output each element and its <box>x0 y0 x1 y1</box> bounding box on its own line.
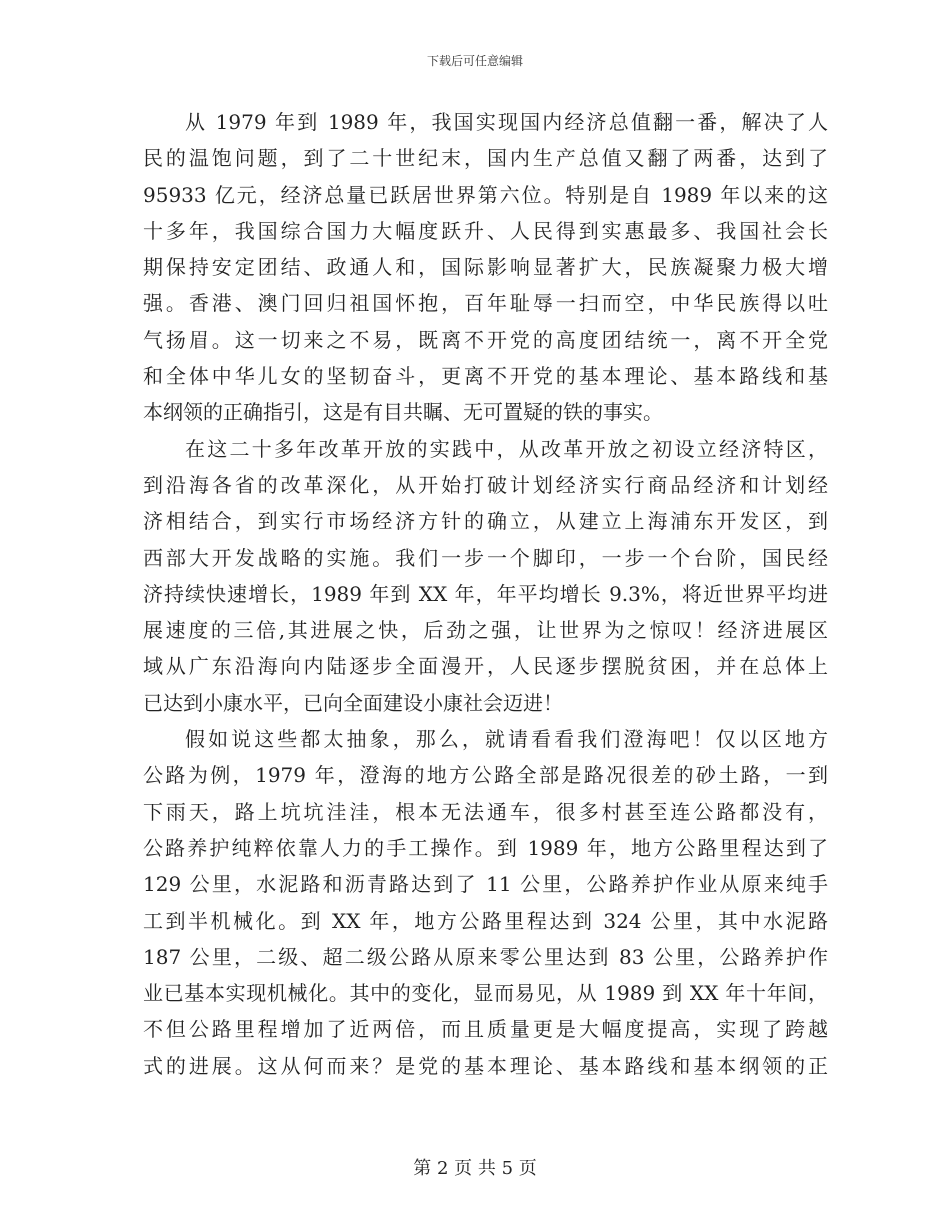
text-line: 不但公路里程增加了近两倍，而且质量更是大幅度提高，实现了跨越 <box>143 1017 828 1042</box>
text-line: 187 公里，二级、超二级公路从原来零公里达到 83 公里，公路养护作 <box>143 944 828 969</box>
text-line: 公路为例，1979 年，澄海的地方公路全部是路况很差的砂土路，一到 <box>143 763 828 788</box>
text-line: 已达到小康水平，已向全面建设小康社会迈进！ <box>143 690 563 715</box>
text-line: 和全体中华儿女的坚韧奋斗，更离不开党的基本理论、基本路线和基 <box>143 364 828 389</box>
text-line: 西部大开发战略的实施。我们一步一个脚印，一步一个台阶，国民经 <box>143 545 828 570</box>
text-line: 工到半机械化。到 XX 年，地方公路里程达到 324 公里，其中水泥路 <box>143 908 828 933</box>
text-line: 强。香港、澳门回归祖国怀抱，百年耻辱一扫而空，中华民族得以吐 <box>143 291 828 316</box>
text-line: 式的进展。这从何而来？是党的基本理论、基本路线和基本纲领的正 <box>143 1053 828 1078</box>
text-line: 济相结合，到实行市场经济方针的确立，从建立上海浦东开发区，到 <box>143 509 828 534</box>
text-line: 域从广东沿海向内陆逐步全面漫开，人民逐步摆脱贫困，并在总体上 <box>143 654 828 679</box>
text-line: 民的温饱问题，到了二十世纪末，国内生产总值又翻了两番，达到了 <box>143 146 828 171</box>
page-header: 下载后可任意编辑 <box>426 54 523 68</box>
document-body <box>143 104 828 1084</box>
text-line: 业已基本实现机械化。其中的变化，显而易见，从 1989 到 XX 年十年间， <box>143 981 828 1006</box>
text-line: 在这二十多年改革开放的实践中，从改革开放之初设立经济特区， <box>185 436 828 461</box>
text-line: 济持续快速增长，1989 年到 XX 年，年平均增长 9.3%，将近世界平均进 <box>143 581 828 606</box>
text-line: 95933 亿元，经济总量已跃居世界第六位。特别是自 1989 年以来的这 <box>143 182 828 207</box>
text-line: 从 1979 年到 1989 年，我国实现国内经济总值翻一番，解决了人 <box>185 110 828 134</box>
text-line: 本纲领的正确指引，这是有目共瞩、无可置疑的铁的事实。 <box>143 400 663 425</box>
text-line: 气扬眉。这一切来之不易，既离不开党的高度团结统一，离不开全党 <box>143 327 828 352</box>
text-line: 到沿海各省的改革深化，从开始打破计划经济实行商品经济和计划经 <box>143 472 828 497</box>
text-line: 十多年，我国综合国力大幅度跃升、人民得到实惠最多、我国社会长 <box>143 218 828 243</box>
text-line: 展速度的三倍,其进展之快，后劲之强，让世界为之惊叹！经济进展区 <box>143 618 828 643</box>
page-number-footer: 第 2 页 共 5 页 <box>413 1158 537 1179</box>
text-line: 下雨天，路上坑坑洼洼，根本无法通车，很多村甚至连公路都没有， <box>143 799 828 824</box>
text-line: 期保持安定团结、政通人和，国际影响显著扩大，民族凝聚力极大增 <box>143 255 828 280</box>
text-line: 假如说这些都太抽象，那么，就请看看我们澄海吧！仅以区地方 <box>185 727 828 752</box>
text-line: 公路养护纯粹依靠人力的手工操作。到 1989 年，地方公路里程达到了 <box>143 835 828 860</box>
text-line: 129 公里，水泥路和沥青路达到了 11 公里，公路养护作业从原来纯手 <box>143 872 828 897</box>
